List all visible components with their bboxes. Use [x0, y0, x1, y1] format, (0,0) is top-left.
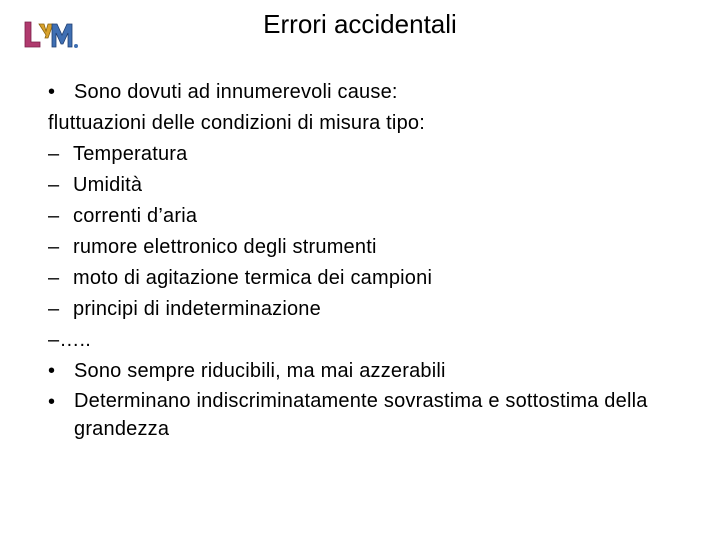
dash-item-text: Temperatura — [73, 143, 188, 165]
dash-marker: – — [48, 236, 60, 258]
dash-marker: – — [48, 267, 60, 289]
slide-body — [48, 77, 688, 443]
dash-item — [48, 263, 688, 294]
bullet-text: Determinano indiscriminatamente sovrastima e sottostima della grandezza — [74, 390, 648, 440]
bullet-item — [48, 387, 688, 443]
dash-marker: – — [48, 205, 60, 227]
bullet-item — [48, 77, 688, 108]
bullet-text: Sono sempre riducibili, ma mai azzerabili — [74, 360, 446, 382]
dash-item — [48, 170, 688, 201]
bullet-marker: • — [48, 360, 56, 382]
bullet-marker: • — [48, 391, 56, 413]
dash-item — [48, 201, 688, 232]
plain-line: fluttuazioni delle condizioni di misura tipo: — [48, 112, 425, 134]
dash-item-text: principi di indeterminazione — [73, 298, 321, 320]
dash-item — [48, 294, 688, 325]
dash-marker: – — [48, 143, 60, 165]
dash-marker: – — [48, 174, 60, 196]
ellipsis-line: –….. — [48, 329, 92, 351]
dash-item-text: correnti d’aria — [73, 205, 198, 227]
bullet-marker: • — [48, 81, 56, 103]
slide-title: Errori accidentali — [263, 9, 457, 39]
dash-marker: – — [48, 298, 60, 320]
bullet-item — [48, 356, 688, 387]
dash-item-text: moto di agitazione termica dei campioni — [73, 267, 433, 289]
dash-item-text: rumore elettronico degli strumenti — [73, 236, 377, 258]
dash-item-text: Umidità — [73, 174, 143, 196]
dash-item — [48, 139, 688, 170]
dash-item — [48, 232, 688, 263]
bullet-text: Sono dovuti ad innumerevoli cause: — [74, 81, 398, 103]
